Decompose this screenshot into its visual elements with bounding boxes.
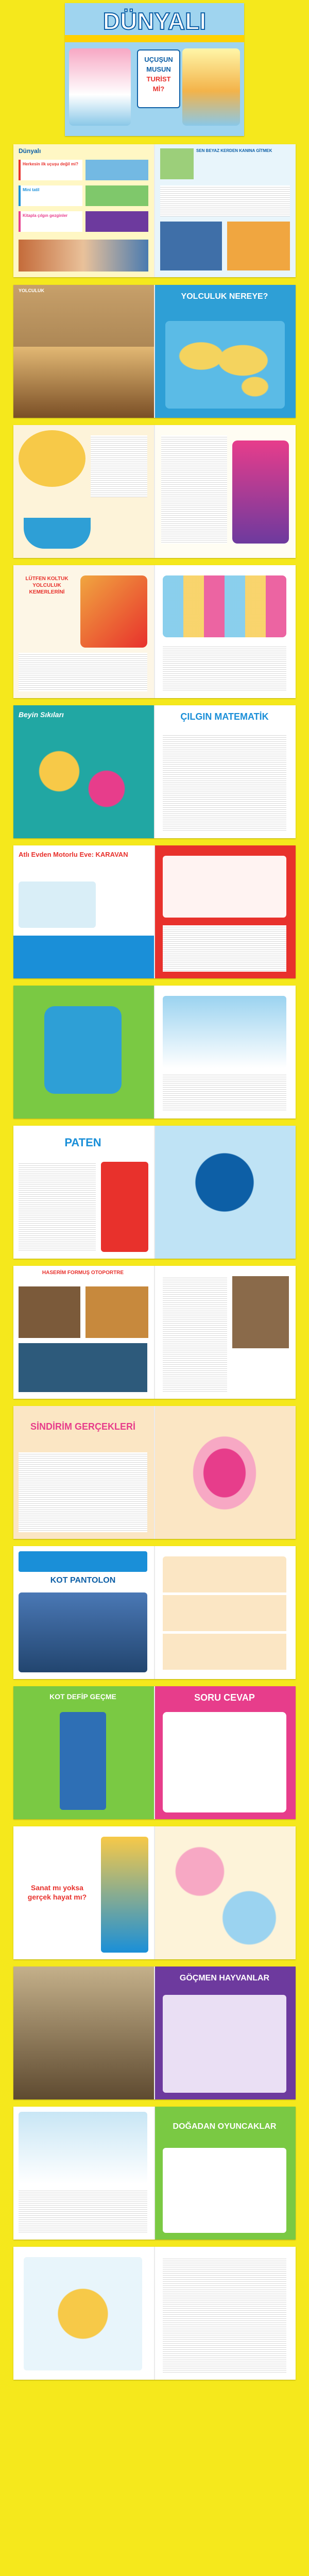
spread-science bbox=[13, 986, 296, 1118]
luggage-title: LÜTFEN KOLTUK YOLCULUK KEMERLERİNİ bbox=[25, 576, 68, 595]
qa-box bbox=[163, 1712, 286, 1812]
contents-item-2-text: Mini tatil bbox=[23, 188, 40, 192]
travellers-illustration bbox=[19, 430, 85, 487]
spread-migration bbox=[13, 1967, 296, 2099]
cover-yellow-band bbox=[65, 35, 244, 42]
science-text bbox=[163, 1073, 286, 1112]
digestion-title: SİNDİRİM GERÇEKLERİ bbox=[30, 1421, 135, 1432]
spread-skating bbox=[13, 1126, 296, 1259]
characters-right-text bbox=[161, 435, 227, 544]
painting-1 bbox=[19, 1286, 80, 1338]
boat-illustration bbox=[24, 518, 91, 549]
contents-right-photo-3 bbox=[227, 222, 290, 270]
spread-luggage bbox=[13, 565, 296, 698]
qa-right-title: SORU CEVAP bbox=[194, 1692, 255, 1703]
skater-photo bbox=[101, 1162, 148, 1252]
spread-art-real bbox=[13, 1826, 296, 1959]
nature-title: DOĞADAN OYUNCAKLAR bbox=[173, 2122, 277, 2131]
nature-toys bbox=[163, 2148, 286, 2233]
caravan-band bbox=[13, 936, 154, 978]
contents-item-3 bbox=[19, 211, 82, 232]
contents-photo-strip bbox=[19, 240, 148, 272]
contents-item-2 bbox=[19, 185, 82, 206]
caravan-title: Atlı Evden Motorlu Eve: KARAVAN bbox=[19, 851, 128, 858]
map-left-title: YOLCULUK bbox=[19, 288, 44, 293]
art-text bbox=[163, 1276, 227, 1392]
cover-q2: MUSUN bbox=[146, 65, 171, 73]
suitcases-illustration bbox=[80, 575, 147, 648]
contents-item-1 bbox=[19, 160, 82, 180]
caravan-photo bbox=[19, 882, 96, 928]
cover-q3: TURİST bbox=[146, 75, 171, 83]
painting-2 bbox=[85, 1286, 148, 1338]
camel-caravan-photo bbox=[13, 347, 154, 418]
spread-characters bbox=[13, 425, 296, 558]
cover-illustration-left bbox=[69, 48, 131, 126]
spread-jeans bbox=[13, 1546, 296, 1679]
green-robot-illustration bbox=[44, 1006, 122, 1094]
caravan-text bbox=[163, 925, 286, 972]
art-title: HASERİM FORMUŞ OTOPORTRE bbox=[42, 1270, 124, 1276]
magazine-cover bbox=[65, 3, 244, 136]
spread-art bbox=[13, 1266, 296, 1399]
jeans-steps bbox=[163, 1556, 286, 1672]
spread-map bbox=[13, 285, 296, 418]
luggage-right-text bbox=[163, 645, 286, 691]
spread-math bbox=[13, 705, 296, 838]
art-real-photo bbox=[101, 1837, 148, 1953]
qa-left-title: KOT DEFİP GEÇME bbox=[49, 1692, 116, 1701]
math-right-title: ÇILGIN MATEMATİK bbox=[180, 711, 269, 722]
comic-illustration bbox=[24, 2257, 142, 2370]
puzzle-shapes bbox=[24, 736, 142, 824]
skating-title: PATEN bbox=[64, 1136, 101, 1149]
art-real-title: Sanat mı yoksa gerçek hayat mı? bbox=[27, 1884, 87, 1901]
migration-title: GÖÇMEN HAYVANLAR bbox=[179, 1974, 270, 1982]
contents-title: Dünyalı bbox=[19, 147, 41, 155]
contents-right-photo-2 bbox=[160, 222, 222, 270]
spread-nature bbox=[13, 2107, 296, 2240]
kids-drawings bbox=[163, 1837, 286, 1953]
cover-q4: Mİ? bbox=[152, 85, 165, 93]
math-text bbox=[163, 734, 286, 832]
contents-item-1-text: Herkesin ilk uçuşu değil mi? bbox=[23, 162, 79, 166]
contents-thumb-2 bbox=[85, 185, 148, 206]
cover-title: DÜNYALI bbox=[102, 8, 207, 35]
spread-digestion bbox=[13, 1406, 296, 1539]
digestive-system-illustration bbox=[176, 1416, 273, 1530]
contents-thumb-1 bbox=[85, 160, 148, 180]
skating-text bbox=[19, 1162, 96, 1252]
cover-illustration-right bbox=[182, 48, 240, 126]
contents-right-text bbox=[160, 185, 290, 216]
spread-comic bbox=[13, 2247, 296, 2380]
migration-photo bbox=[163, 1995, 286, 2093]
portrait-photo bbox=[232, 1276, 289, 1348]
contents-thumb-3 bbox=[85, 211, 148, 232]
packing-items bbox=[163, 575, 286, 637]
skater-illustration bbox=[170, 1141, 279, 1244]
spread-qa bbox=[13, 1686, 296, 1819]
luggage-text bbox=[19, 653, 147, 691]
jeans-title: KOT PANTOLON bbox=[50, 1576, 116, 1585]
penguins-photo bbox=[19, 2112, 147, 2184]
contents-item-3-text: Kitapla çılgın gezginler bbox=[23, 213, 68, 218]
characters-text bbox=[91, 435, 147, 497]
caravan-photo-2 bbox=[163, 856, 286, 918]
jeans-photo bbox=[19, 1592, 147, 1672]
dragonfly-photo bbox=[163, 996, 286, 1068]
cover-q1: UÇUŞUN bbox=[144, 56, 173, 63]
contents-right-photo bbox=[160, 148, 194, 179]
cover-question-box bbox=[137, 49, 180, 108]
math-left-title: Beyin Sıkıları bbox=[19, 710, 64, 719]
world-map bbox=[165, 321, 285, 409]
painting-3 bbox=[19, 1343, 147, 1392]
digestion-text bbox=[19, 1452, 147, 1532]
nature-text bbox=[19, 2189, 147, 2233]
wildebeest-photo bbox=[13, 1967, 154, 2099]
kids-illustration bbox=[232, 440, 289, 544]
jeans-leg-illustration bbox=[60, 1712, 106, 1810]
map-right-title: YOLCULUK NEREYE? bbox=[181, 292, 268, 301]
comic-text bbox=[163, 2257, 286, 2373]
spread-contents bbox=[13, 144, 296, 277]
contents-right-title: SEN BEYAZ KERDEN KANINA GİTMEK bbox=[196, 148, 272, 153]
spread-caravan bbox=[13, 845, 296, 978]
jeans-banner bbox=[19, 1551, 147, 1572]
